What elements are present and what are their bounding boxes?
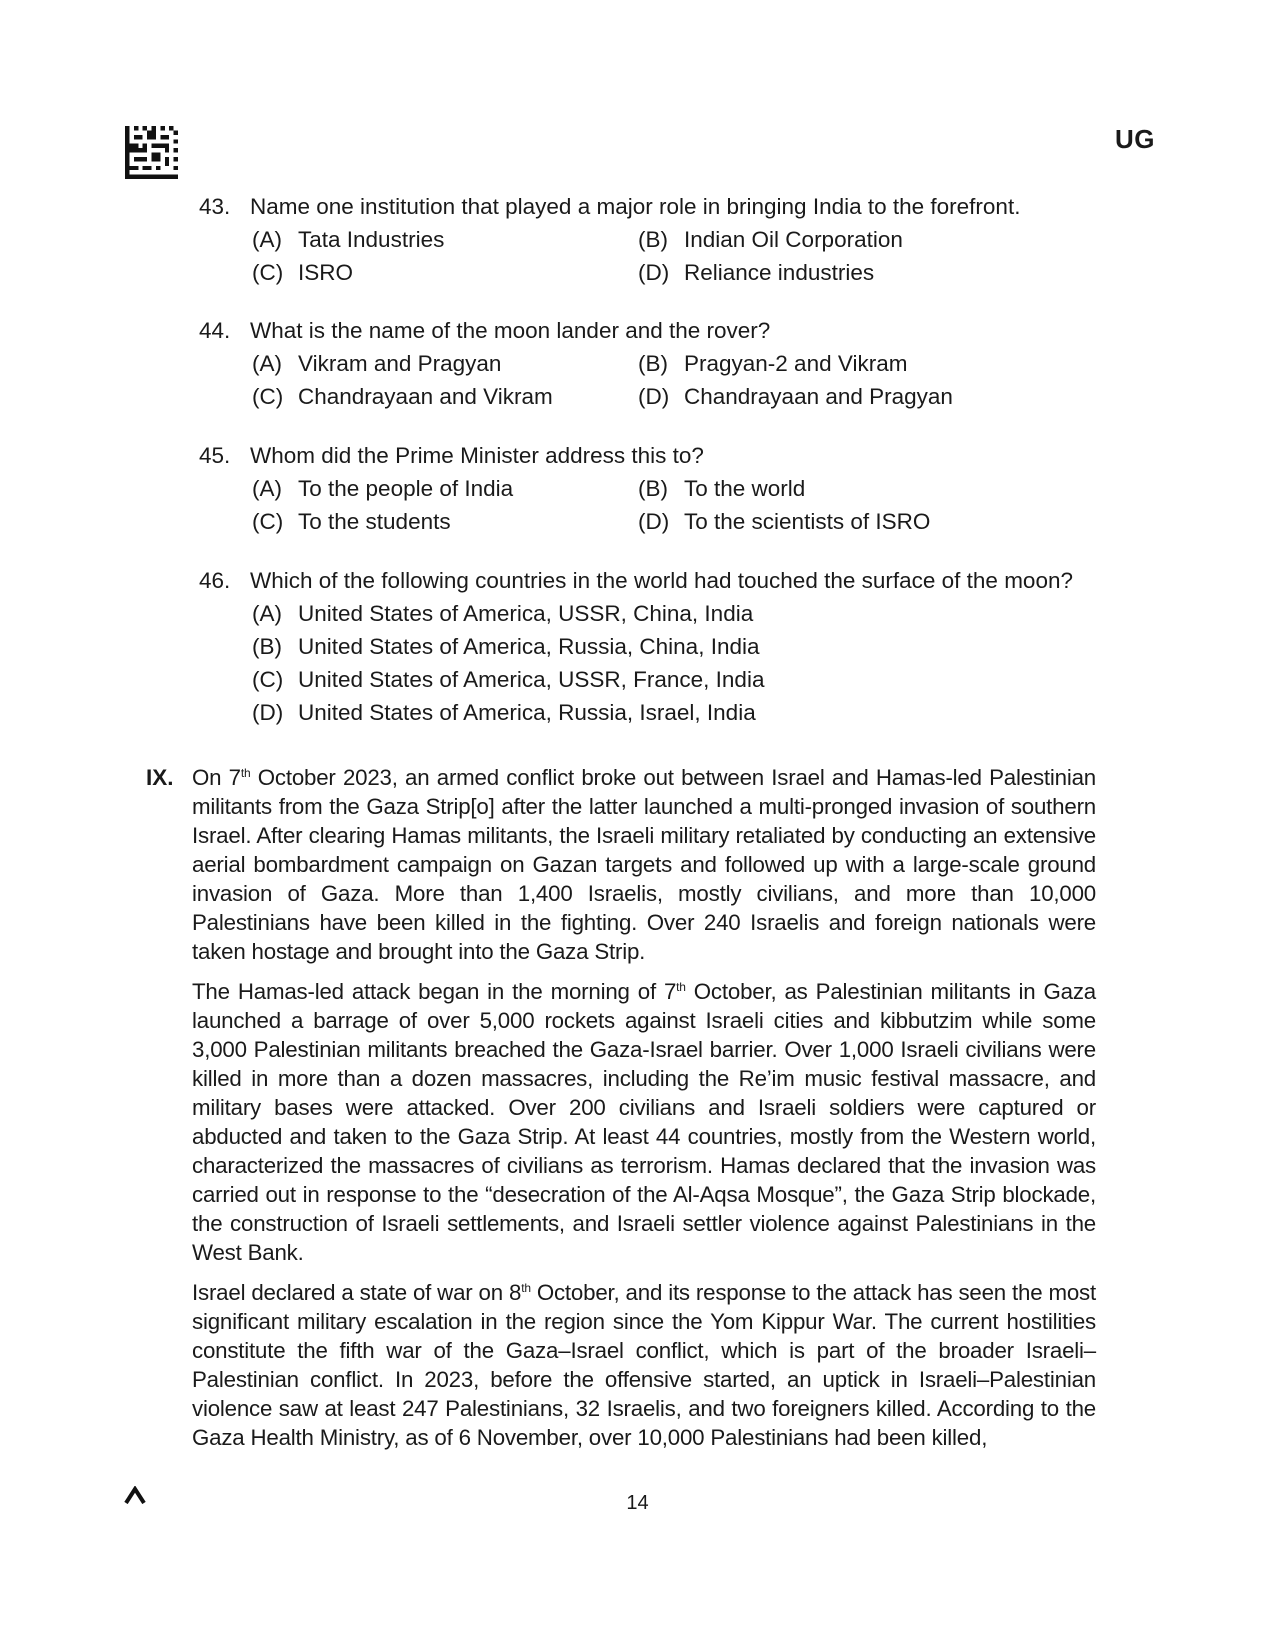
passage-paragraph: On 7th October 2023, an armed conflict broke out between Israel and Hamas-led Palestinian militants from the Gaza Strip[o] after the latter launched a multi-pronged invasion of southern Israel. After clearing Hamas militants, the Israeli military retaliated by conducting an extensive aerial bombardment campaign on Gazan targets and followed up with a large-scale ground invasion of Gaza. More than 1,400 Israelis, mostly civilians, and more than 10,000 Palestinians have been killed in the fighting. Over 240 Israelis and foreign nationals were taken hostage and brought into the Gaza Strip. xyxy=(192,765,1096,964)
option-b: (B) To the world xyxy=(638,475,806,501)
option-c: (C) Chandrayaan and Vikram xyxy=(252,383,553,409)
question-46 xyxy=(199,564,1099,729)
question-number: 45. xyxy=(199,442,231,468)
question-number: 46. xyxy=(199,567,231,593)
option-b: (B) United States of America, Russia, China, India xyxy=(252,633,760,659)
question-text: Name one institution that played a major role in bringing India to the forefront. xyxy=(250,193,1021,219)
question-45 xyxy=(199,439,1099,538)
question-43 xyxy=(199,190,1099,289)
question-text: Whom did the Prime Minister address this to? xyxy=(250,442,704,468)
paper-code: UG xyxy=(1115,124,1155,154)
passage-section xyxy=(146,763,1096,1463)
option-d: (D) Reliance industries xyxy=(638,259,875,285)
question-number: 43. xyxy=(199,193,231,219)
option-a: (A) Tata Industries xyxy=(252,226,445,252)
option-c: (C) United States of America, USSR, France, India xyxy=(252,666,765,692)
passage-paragraph: The Hamas-led attack began in the morning of 7th October, as Palestinian militants in Gaza launched a barrage of over 5,000 rockets against Israeli cities and kibbutzim while some 3,000 Palestinian militants breached the Gaza-Israel barrier. Over 1,000 Israeli civilians were killed in more than a dozen massacres, including the Re’im music festival massacre, and military bases were attacked. Over 200 civilians and Israeli soldiers were captured or abducted and taken to the Gaza Strip. At least 44 countries, mostly from the Western world, characterized the massacres of civilians as terrorism. Hamas declared that the invasion was carried out in response to the “desecration of the Al-Aqsa Mosque”, the Gaza Strip blockade, the construction of Israeli settlements, and Israeli settler violence against Palestinians in the West Bank. xyxy=(192,979,1096,1265)
page-number: 14 xyxy=(626,1492,649,1514)
option-b: (B) Indian Oil Corporation xyxy=(638,226,903,252)
question-text: What is the name of the moon lander and the rover? xyxy=(250,317,771,343)
datamatrix-code-icon xyxy=(125,126,178,179)
option-d: (D) Chandrayaan and Pragyan xyxy=(638,383,953,409)
passage-paragraph: Israel declared a state of war on 8th October, and its response to the attack has seen the most significant military escalation in the region since the Yom Kippur War. The current hostilities constitute the fifth war of the Gaza–Israel conflict, which is part of the broader Israeli–Palestinian conflict. In 2023, before the offensive started, an uptick in Israeli–Palestinian violence saw at least 247 Palestinians, 32 Israelis, and two foreigners killed. According to the Gaza Health Ministry, as of 6 November, over 10,000 Palestinians had been killed, xyxy=(192,1280,1096,1450)
option-a: (A) To the people of India xyxy=(252,475,514,501)
option-c: (C) ISRO xyxy=(252,259,354,285)
option-b: (B) Pragyan-2 and Vikram xyxy=(638,350,908,376)
option-d: (D) United States of America, Russia, Israel, India xyxy=(252,699,756,725)
section-number: IX. xyxy=(146,765,174,790)
question-44 xyxy=(199,314,1099,413)
option-a: (A) Vikram and Pragyan xyxy=(252,350,502,376)
option-a: (A) United States of America, USSR, China, India xyxy=(252,600,754,626)
question-number: 44. xyxy=(199,317,231,343)
option-d: (D) To the scientists of ISRO xyxy=(638,508,931,534)
question-text: Which of the following countries in the world had touched the surface of the moon? xyxy=(250,567,1073,593)
option-c: (C) To the students xyxy=(252,508,451,534)
